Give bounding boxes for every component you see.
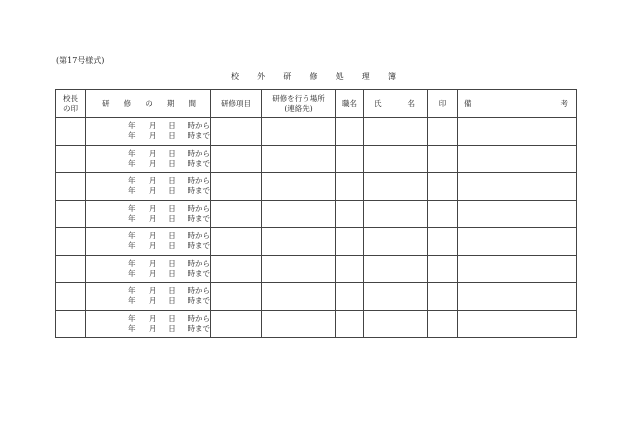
training-place-cell[interactable] (262, 200, 336, 228)
remarks-cell[interactable] (458, 145, 577, 173)
period-header-char: 研 (102, 98, 110, 108)
period-day-label: 日 (168, 296, 176, 306)
period-day-label: 日 (168, 186, 176, 196)
period-year-label: 年 (128, 203, 136, 213)
period-cell[interactable] (86, 255, 211, 283)
name-header (364, 90, 428, 118)
register-body (56, 118, 577, 338)
seal-cell[interactable] (428, 283, 458, 311)
period-year-label: 年 (128, 286, 136, 296)
position-header: 職名 (336, 90, 364, 118)
principal-seal-cell[interactable] (56, 118, 86, 146)
title-char: 修 (309, 72, 318, 81)
period-until-line (86, 324, 210, 334)
period-until-label: 時まで (187, 323, 210, 333)
seal-cell[interactable] (428, 173, 458, 201)
position-cell[interactable] (336, 145, 364, 173)
period-until-line (86, 131, 210, 141)
period-from-line (86, 176, 210, 186)
position-cell[interactable] (336, 310, 364, 338)
period-until-line (86, 296, 210, 306)
remarks-cell[interactable] (458, 283, 577, 311)
position-cell[interactable] (336, 173, 364, 201)
principal-seal-cell[interactable] (56, 145, 86, 173)
period-month-label: 月 (148, 176, 157, 186)
period-cell[interactable] (86, 310, 211, 338)
period-cell[interactable] (86, 118, 211, 146)
period-year-label: 年 (128, 148, 136, 158)
title-char: 研 (283, 72, 292, 81)
period-until-line (86, 159, 210, 169)
header-row (56, 90, 577, 118)
period-until-line (86, 241, 210, 251)
register-row (56, 228, 577, 256)
period-year-label: 年 (128, 121, 136, 131)
period-month-label: 月 (148, 131, 157, 141)
name-cell[interactable] (364, 200, 428, 228)
position-cell[interactable] (336, 283, 364, 311)
period-cell[interactable] (86, 145, 211, 173)
seal-cell[interactable] (428, 255, 458, 283)
period-from-label: 時から (187, 231, 210, 241)
title-char: 処 (335, 72, 344, 81)
training-item-cell[interactable] (211, 200, 262, 228)
period-day-label: 日 (168, 286, 176, 296)
name-cell[interactable] (364, 145, 428, 173)
period-month-label: 月 (148, 258, 157, 268)
training-item-cell[interactable] (211, 283, 262, 311)
position-cell[interactable] (336, 200, 364, 228)
remarks-cell[interactable] (458, 118, 577, 146)
period-day-label: 日 (168, 158, 176, 168)
period-until-label: 時まで (187, 131, 210, 141)
remarks-cell[interactable] (458, 228, 577, 256)
period-day-label: 日 (168, 148, 176, 158)
principal-seal-cell[interactable] (56, 310, 86, 338)
remarks-cell[interactable] (458, 310, 577, 338)
remarks-header-char: 備 (464, 98, 472, 108)
remarks-cell[interactable] (458, 255, 577, 283)
period-until-label: 時まで (187, 241, 210, 251)
period-header-char: 間 (188, 98, 196, 108)
position-cell[interactable] (336, 118, 364, 146)
period-day-label: 日 (168, 323, 176, 333)
period-header-char: の (145, 98, 153, 108)
training-item-cell[interactable] (211, 145, 262, 173)
training-place-cell[interactable] (262, 118, 336, 146)
period-month-label: 月 (148, 213, 157, 223)
training-place-cell[interactable] (262, 228, 336, 256)
period-month-label: 月 (148, 231, 157, 241)
principal-seal-label-2: の印 (63, 103, 78, 113)
training-place-cell[interactable] (262, 283, 336, 311)
seal-header: 印 (428, 90, 458, 118)
period-from-label: 時から (187, 286, 210, 296)
training-item-header: 研修項目 (211, 90, 262, 118)
period-until-line (86, 214, 210, 224)
period-from-line (86, 231, 210, 241)
period-until-line (86, 186, 210, 196)
name-header-char: 氏 (374, 98, 382, 108)
register-row (56, 145, 577, 173)
seal-cell[interactable] (428, 145, 458, 173)
position-cell[interactable] (336, 228, 364, 256)
period-from-line (86, 204, 210, 214)
period-from-label: 時から (187, 176, 210, 186)
period-from-line (86, 314, 210, 324)
period-year-label: 年 (128, 323, 136, 333)
period-year-label: 年 (128, 258, 136, 268)
period-header-char: 期 (166, 98, 175, 108)
training-register-table (55, 89, 577, 338)
period-day-label: 日 (168, 121, 176, 131)
remarks-header (458, 90, 577, 118)
position-cell[interactable] (336, 255, 364, 283)
period-month-label: 月 (148, 323, 157, 333)
form-number: (第17号様式) (56, 56, 105, 65)
register-row (56, 200, 577, 228)
training-item-cell[interactable] (211, 173, 262, 201)
register-row (56, 283, 577, 311)
name-cell[interactable] (364, 255, 428, 283)
period-year-label: 年 (128, 313, 136, 323)
seal-cell[interactable] (428, 200, 458, 228)
period-month-label: 月 (148, 296, 157, 306)
training-place-cell[interactable] (262, 255, 336, 283)
training-place-cell[interactable] (262, 310, 336, 338)
seal-cell[interactable] (428, 310, 458, 338)
period-month-label: 月 (148, 313, 157, 323)
remarks-cell[interactable] (458, 173, 577, 201)
period-day-label: 日 (168, 213, 176, 223)
training-item-cell[interactable] (211, 255, 262, 283)
period-day-label: 日 (168, 313, 176, 323)
period-year-label: 年 (128, 158, 136, 168)
period-month-label: 月 (148, 158, 157, 168)
period-year-label: 年 (128, 231, 136, 241)
period-from-label: 時から (187, 313, 210, 323)
name-cell[interactable] (364, 228, 428, 256)
period-day-label: 日 (168, 268, 176, 278)
period-year-label: 年 (128, 213, 136, 223)
period-day-label: 日 (168, 258, 176, 268)
period-from-line (86, 286, 210, 296)
register-row (56, 310, 577, 338)
period-year-label: 年 (128, 176, 136, 186)
period-from-label: 時から (187, 203, 210, 213)
remarks-cell[interactable] (458, 200, 577, 228)
name-cell[interactable] (364, 310, 428, 338)
period-until-label: 時まで (187, 296, 210, 306)
title-char: 外 (257, 72, 266, 81)
training-place-cell[interactable] (262, 173, 336, 201)
training-item-cell[interactable] (211, 228, 262, 256)
principal-seal-cell[interactable] (56, 173, 86, 201)
principal-seal-cell[interactable] (56, 200, 86, 228)
period-until-label: 時まで (187, 268, 210, 278)
title-char: 校 (231, 72, 239, 81)
period-from-label: 時から (187, 148, 210, 158)
principal-seal-header (56, 90, 86, 118)
training-item-cell[interactable] (211, 118, 262, 146)
period-from-label: 時から (187, 121, 210, 131)
period-day-label: 日 (168, 176, 176, 186)
period-cell[interactable] (86, 283, 211, 311)
period-from-line (86, 259, 210, 269)
remarks-header-char: 考 (560, 98, 568, 108)
period-month-label: 月 (148, 148, 157, 158)
training-place-label-2: (連絡先) (284, 103, 313, 113)
name-cell[interactable] (364, 118, 428, 146)
register-row (56, 118, 577, 146)
period-month-label: 月 (148, 121, 157, 131)
period-month-label: 月 (148, 241, 157, 251)
period-month-label: 月 (148, 203, 157, 213)
name-header-char: 名 (407, 98, 415, 108)
period-year-label: 年 (128, 186, 136, 196)
name-cell[interactable] (364, 283, 428, 311)
period-day-label: 日 (168, 231, 176, 241)
period-year-label: 年 (128, 296, 136, 306)
period-until-line (86, 269, 210, 279)
principal-seal-cell[interactable] (56, 255, 86, 283)
period-month-label: 月 (148, 268, 157, 278)
period-header (86, 90, 211, 118)
register-row (56, 255, 577, 283)
training-place-header (262, 90, 336, 118)
period-cell[interactable] (86, 200, 211, 228)
document-title (231, 72, 396, 82)
title-char: 簿 (387, 72, 396, 81)
period-year-label: 年 (128, 268, 136, 278)
seal-cell[interactable] (428, 228, 458, 256)
period-cell[interactable] (86, 228, 211, 256)
training-item-cell[interactable] (211, 310, 262, 338)
period-month-label: 月 (148, 286, 157, 296)
name-cell[interactable] (364, 173, 428, 201)
period-from-line (86, 121, 210, 131)
period-until-label: 時まで (187, 186, 210, 196)
period-until-label: 時まで (187, 213, 210, 223)
period-cell[interactable] (86, 173, 211, 201)
period-year-label: 年 (128, 131, 136, 141)
period-day-label: 日 (168, 241, 176, 251)
register-row (56, 173, 577, 201)
seal-cell[interactable] (428, 118, 458, 146)
period-year-label: 年 (128, 241, 136, 251)
period-until-label: 時まで (187, 158, 210, 168)
period-header-char: 修 (123, 98, 132, 108)
period-day-label: 日 (168, 203, 176, 213)
training-place-cell[interactable] (262, 145, 336, 173)
title-char: 理 (361, 72, 370, 81)
period-from-line (86, 149, 210, 159)
principal-seal-cell[interactable] (56, 228, 86, 256)
period-from-label: 時から (187, 258, 210, 268)
training-place-label-1: 研修を行う場所 (272, 93, 325, 103)
principal-seal-cell[interactable] (56, 283, 86, 311)
period-month-label: 月 (148, 186, 157, 196)
principal-seal-label-1: 校長 (63, 93, 78, 103)
period-day-label: 日 (168, 131, 176, 141)
